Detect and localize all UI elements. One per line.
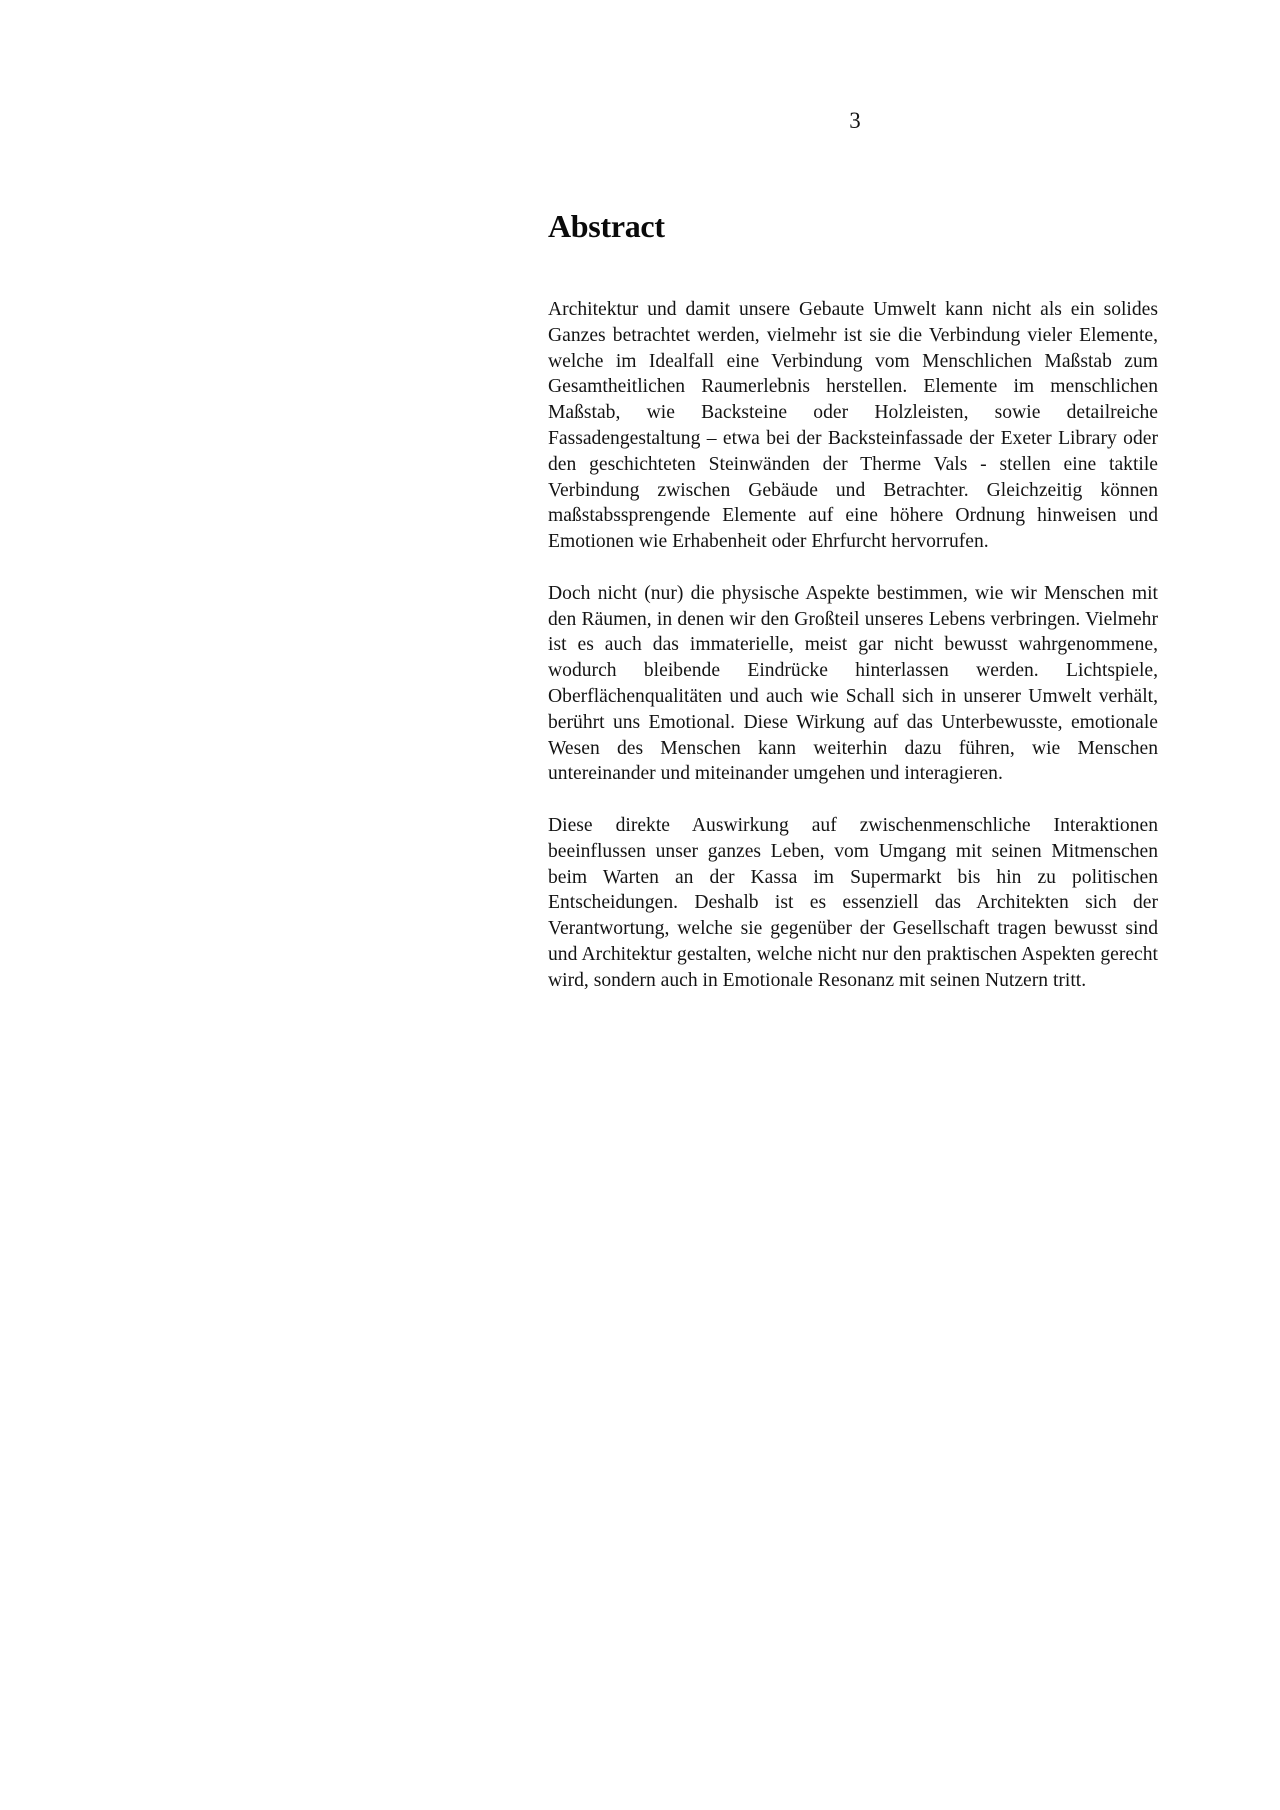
abstract-body (548, 297, 1158, 994)
abstract-paragraph-1: Architektur und damit unsere Gebaute Umwelt kann nicht als ein solides Ganzes betrachtet werden, vielmehr ist sie die Verbindung vieler Elemente, welche im Idealfall eine Verbindung vom Menschlichen Maßstab zum Gesamtheitlichen Raumerlebnis herstellen. Elemente im menschlichen Maßstab, wie Backsteine oder Holzleisten, sowie detailreiche Fassadengestaltung – etwa bei der Backsteinfassade der Exeter Library oder den geschichteten Steinwänden der Therme Vals - stellen eine taktile Verbindung zwischen Gebäude und Betrachter. Gleichzeitig können maßstabssprengende Elemente auf eine höhere Ordnung hinweisen und Emotionen wie Erhabenheit oder Ehrfurcht hervorrufen. (548, 299, 1158, 553)
abstract-heading: Abstract (548, 208, 665, 244)
page-number: 3 (849, 108, 861, 133)
abstract-paragraph-3: Diese direkte Auswirkung auf zwischenmenschliche Interaktionen beeinflussen unser ganzes Leben, vom Umgang mit seinen Mitmenschen beim Warten an der Kassa im Supermarkt bis hin zu politischen Entscheidungen. Deshalb ist es essenziell das Architekten sich der Verantwortung, welche sie gegenüber der Gesellschaft tragen bewusst sind und Architektur gestalten, welche nicht nur den praktischen Aspekten gerecht wird, sondern auch in Emotionale Resonanz mit seinen Nutzern tritt. (548, 814, 1158, 991)
abstract-paragraph-2: Doch nicht (nur) die physische Aspekte bestimmen, wie wir Menschen mit den Räumen, in denen wir den Großteil unseres Lebens verbringen. Vielmehr ist es auch das immaterielle, meist gar nicht bewusst wahrgenommene, wodurch bleibende Eindrücke hinterlassen werden. Lichtspiele, Oberflächenqualitäten und auch wie Schall sich in unserer Umwelt verhält, berührt uns Emotional. Diese Wirkung auf das Unterbewusste, emotionale Wesen des Menschen kann weiterhin dazu führen, wie Menschen untereinander und miteinander umgehen und interagieren. (548, 582, 1158, 785)
